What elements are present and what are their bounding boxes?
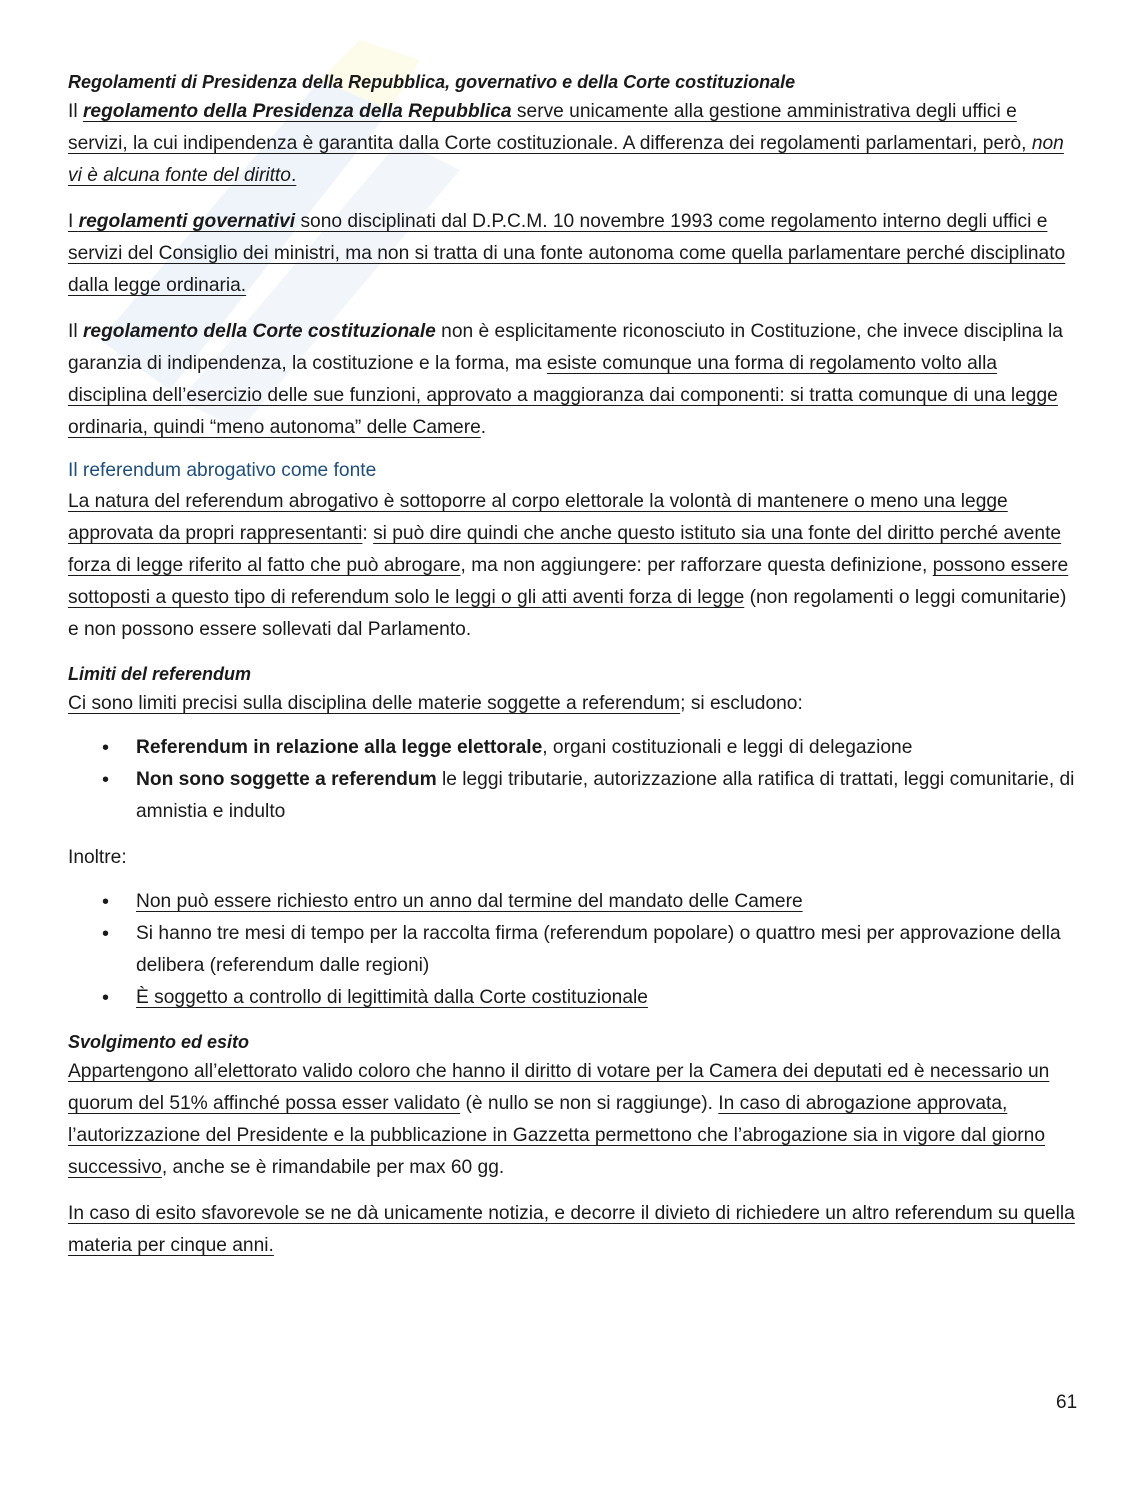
list-item: • Non può essere richiesto entro un anno dal termine del mandato delle Camere: [68, 886, 1078, 918]
list-item: • Referendum in relazione alla legge elettorale, organi costituzionali e leggi di delegazione: [68, 732, 1078, 764]
list-item: • È soggetto a controllo di legittimità dalla Corte costituzionale: [68, 982, 1078, 1014]
subheading-limiti: Limiti del referendum: [68, 664, 252, 684]
paragraph-governativi: I regolamenti governativi sono disciplinati dal D.P.C.M. 10 novembre 1993 come regolamento interno degli uffici e servizi del Consiglio dei ministri, ma non si tratta di una fonte autonoma come quella parlamentare perché disciplinato dalla legge ordinaria.: [68, 211, 1066, 296]
list-inoltre: [68, 886, 1078, 1014]
subheading-svolgimento: Svolgimento ed esito: [68, 1032, 250, 1052]
paragraph-inoltre: Inoltre:: [68, 847, 127, 868]
heading-referendum-fonte: Il referendum abrogativo come fonte: [68, 460, 377, 481]
list-item: • Si hanno tre mesi di tempo per la raccolta firma (referendum popolare) o quattro mesi per approvazione della delibera (referendum dalle regioni): [68, 918, 1078, 982]
page-number: 61: [1056, 1392, 1078, 1413]
paragraph-natura-referendum: La natura del referendum abrogativo è sottoporre al corpo elettorale la volontà di mantenere o meno una legge approvata da propri rappresentanti: si può dire quindi che anche questo istituto sia una fonte del diritto perché avente forza di legge riferito al fatto che può abrogare, ma non aggiungere: per rafforzare questa definizione, possono essere sottoposti a questo tipo di referendum solo le leggi o gli atti aventi forza di legge (non regolamenti o leggi comunitarie) e non possono essere sollevati dal Parlamento.: [68, 491, 1069, 640]
paragraph-corte: Il regolamento della Corte costituzionale non è esplicitamente riconosciuto in Costituzione, che invece disciplina la garanzia di indipendenza, la costituzione e la forma, ma esiste comunque una forma di regolamento volto alla disciplina dell’esercizio delle sue funzioni, approvato a maggioranza dai componenti: si tratta comunque di una legge ordinaria, quindi “meno autonoma” delle Camere.: [68, 321, 1063, 438]
paragraph-presidenza: Il regolamento della Presidenza della Repubblica serve unicamente alla gestione amministrativa degli uffici e servizi, la cui indipendenza è garantita dalla Corte costituzionale. A differenza dei regolamenti parlamentari, però, non vi è alcuna fonte del diritto.: [68, 101, 1064, 186]
subheading-regolamenti: Regolamenti di Presidenza della Repubblica, governativo e della Corte costituzionale: [68, 72, 796, 92]
list-item: • Non sono soggette a referendum le leggi tributarie, autorizzazione alla ratifica di trattati, leggi comunitarie, di amnistia e indulto: [68, 764, 1078, 828]
document-page: [68, 68, 1078, 1262]
paragraph-limiti-intro: Ci sono limiti precisi sulla disciplina delle materie soggette a referendum; si escludono:: [68, 693, 803, 714]
paragraph-esito-sfavorevole: In caso di esito sfavorevole se ne dà unicamente notizia, e decorre il divieto di richiedere un altro referendum su quella materia per cinque anni.: [68, 1203, 1075, 1256]
list-esclusioni: [68, 732, 1078, 828]
paragraph-elettorato: Appartengono all’elettorato valido coloro che hanno il diritto di votare per la Camera dei deputati ed è necessario un quorum del 51% affinché possa esser validato (è nullo se non si raggiunge). In caso di abrogazione approvata, l’autorizzazione del Presidente e la pubblicazione in Gazzetta permettono che l’abrogazione sia in vigore dal giorno successivo, anche se è rimandabile per max 60 gg.: [68, 1061, 1050, 1178]
